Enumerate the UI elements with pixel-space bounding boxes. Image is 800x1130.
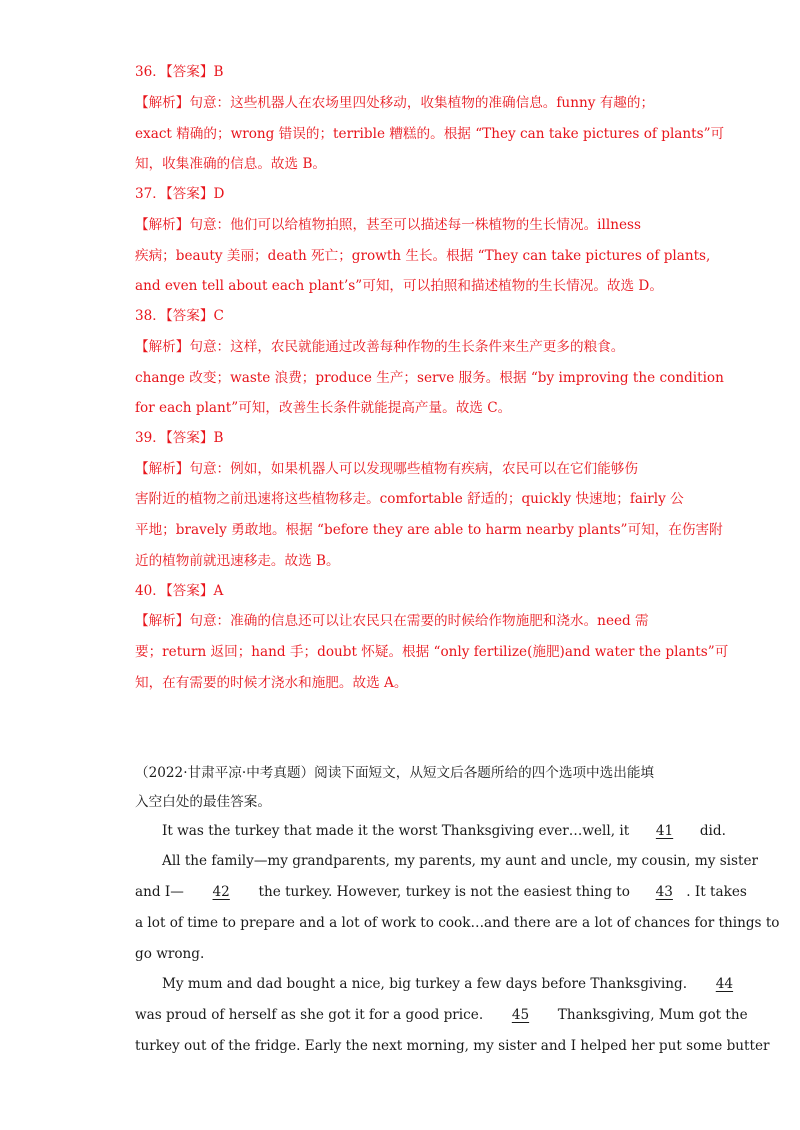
passage-paragraph-1 (162, 821, 726, 841)
blank-41: 41 (655, 823, 674, 839)
answer-40-heading: 40．【答案】A (135, 583, 224, 599)
reading-intro-line-2: 入空白处的最佳答案。 (135, 794, 271, 810)
blank-43: 43 (655, 884, 673, 900)
passage-text: Thanksgiving, Mum got the (557, 1007, 748, 1023)
answer-36-heading: 36．【答案】B (135, 64, 224, 80)
blank-45: 45 (511, 1007, 530, 1023)
answer-36-explanation-line-2: exact 精确的；wrong 错误的；terrible 糟糕的。根据 “They can take pictures of plants”可 (135, 126, 725, 142)
answer-39-explanation-line-2: 害附近的植物之前迅速将这些植物移走。comfortable 舒适的；quickly 快速地；fairly 公 (135, 491, 684, 507)
blank-44: 44 (715, 976, 734, 992)
passage-text: It was the turkey that made it the worst Thanksgiving ever…well, it (162, 823, 630, 839)
answer-37-explanation-line-1: 【解析】句意：他们可以给植物拍照，甚至可以描述每一株植物的生长情况。illness (135, 217, 641, 233)
passage-paragraph-3-line-1 (162, 974, 749, 994)
passage-paragraph-3-line-2 (135, 1005, 748, 1025)
passage-paragraph-2-line-4: go wrong. (135, 946, 205, 962)
passage-text: My mum and dad bought a nice, big turkey a few days before Thanksgiving. (162, 976, 688, 992)
passage-text: . It takes (686, 884, 747, 900)
answer-37-explanation-line-2: 疾病；beauty 美丽；death 死亡；growth 生长。根据 “They can take pictures of plants, (135, 248, 711, 264)
answer-38-explanation-line-3: for each plant”可知，改善生长条件就能提高产量。故选 C。 (135, 400, 512, 416)
answer-38-explanation-line-1: 【解析】句意：这样，农民就能通过改善每种作物的生长条件来生产更多的粮食。 (135, 339, 625, 355)
passage-paragraph-2-line-3: a lot of time to prepare and a lot of work to cook…and there are a lot of chances for things to (135, 915, 780, 931)
answer-39-heading: 39．【答案】B (135, 430, 224, 446)
blank-42: 42 (212, 884, 230, 900)
answer-38-explanation-line-2: change 改变；waste 浪费；produce 生产；serve 服务。根据 “by improving the condition (135, 370, 724, 386)
answer-40-explanation-line-2: 要；return 返回；hand 手；doubt 怀疑。根据 “only fertilize(施肥)and water the plants”可 (135, 644, 729, 660)
answer-37-explanation-line-3: and even tell about each plant’s”可知，可以拍照和描述植物的生长情况。故选 D。 (135, 278, 663, 294)
reading-intro-line-1: （2022·甘肃平凉·中考真题）阅读下面短文，从短文后各题所给的四个选项中选出能填 (135, 765, 655, 781)
answer-40-explanation-line-1: 【解析】句意：准确的信息还可以让农民只在需要的时候给作物施肥和浇水。need 需 (135, 613, 649, 629)
answer-39-explanation-line-3: 平地；bravely 勇敢地。根据 “before they are able to harm nearby plants”可知，在伤害附 (135, 522, 723, 538)
passage-text: did. (699, 823, 726, 839)
passage-paragraph-2-line-1: All the family—my grandparents, my parents, my aunt and uncle, my cousin, my sister (162, 853, 759, 869)
passage-text: was proud of herself as she got it for a good price. (135, 1007, 484, 1023)
answer-36-explanation-line-1: 【解析】句意：这些机器人在农场里四处移动，收集植物的准确信息。funny 有趣的； (135, 95, 655, 111)
passage-text: the turkey. However, turkey is not the easiest thing to (258, 884, 630, 900)
passage-paragraph-3-line-3: turkey out of the fridge. Early the next morning, my sister and I helped her put some butter (135, 1038, 770, 1054)
answer-36-explanation-line-3: 知，收集准确的信息。故选 B。 (135, 156, 327, 172)
answer-39-explanation-line-4: 近的植物前就迅速移走。故选 B。 (135, 553, 340, 569)
answer-40-explanation-line-3: 知，在有需要的时候才浇水和施肥。故选 A。 (135, 675, 408, 691)
answer-39-explanation-line-1: 【解析】句意：例如，如果机器人可以发现哪些植物有疾病，农民可以在它们能够伤 (135, 461, 638, 477)
passage-paragraph-2-line-2 (135, 882, 747, 902)
passage-text: and I— (135, 884, 184, 900)
answer-38-heading: 38．【答案】C (135, 308, 224, 324)
answer-37-heading: 37．【答案】D (135, 186, 225, 202)
